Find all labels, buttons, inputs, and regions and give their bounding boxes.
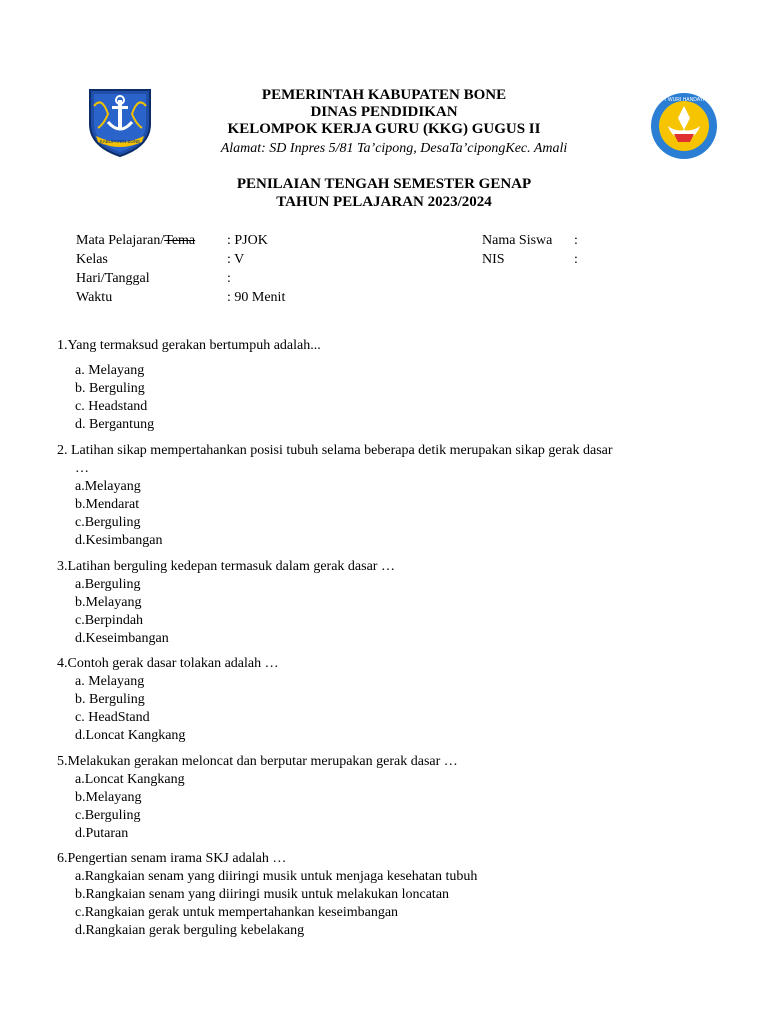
- class-label: Kelas: [76, 252, 108, 267]
- header-line-3: KELOMPOK KERJA GURU (KKG) GUGUS II: [227, 121, 541, 137]
- question-5: 5.Melakukan gerakan meloncat dan berputar merupakan gerak dasar …: [57, 754, 458, 769]
- day-label: Hari/Tanggal: [76, 271, 150, 286]
- question-1: 1.Yang termaksud gerakan bertumpuh adalah...: [57, 338, 321, 353]
- exam-year: TAHUN PELAJARAN 2023/2024: [276, 194, 492, 210]
- logo-left-text: KABUPATEN BONE: [99, 139, 141, 144]
- q5-option-b: b.Melayang: [75, 790, 142, 805]
- q1-option-c: c. Headstand: [75, 399, 148, 414]
- subject-value: : PJOK: [227, 233, 268, 248]
- q3-option-b: b.Melayang: [75, 595, 142, 610]
- q2-option-b: b.Mendarat: [75, 497, 140, 512]
- student-name-label: Nama Siswa: [482, 233, 553, 248]
- q6-option-c: c.Rangkaian gerak untuk mempertahankan keseimbangan: [75, 905, 399, 920]
- time-label: Waktu: [76, 290, 113, 305]
- header-line-2: DINAS PENDIDIKAN: [310, 104, 458, 120]
- q3-option-c: c.Berpindah: [75, 613, 144, 628]
- q5-option-a: a.Loncat Kangkang: [75, 772, 185, 787]
- question-4: 4.Contoh gerak dasar tolakan adalah …: [57, 656, 279, 671]
- q6-option-b: b.Rangkaian senam yang diiringi musik untuk melakukan loncatan: [75, 887, 450, 902]
- q5-option-d: d.Putaran: [75, 826, 129, 841]
- q4-option-a: a. Melayang: [75, 674, 145, 689]
- q5-option-c: c.Berguling: [75, 808, 141, 823]
- q6-option-a: a.Rangkaian senam yang diiringi musik untuk menjaga kesehatan tubuh: [75, 869, 478, 884]
- q4-option-c: c. HeadStand: [75, 710, 150, 725]
- q4-option-d: d.Loncat Kangkang: [75, 728, 186, 743]
- header-address: Alamat: SD Inpres 5/81 Ta’cipong, DesaTa’cipongKec. Amali: [220, 141, 568, 156]
- q3-option-d: d.Keseimbangan: [75, 631, 169, 646]
- nis-value: :: [574, 252, 578, 267]
- logo-right-text: TUT WURI HANDAYANI: [656, 97, 712, 103]
- q3-option-a: a.Berguling: [75, 577, 141, 592]
- nis-label: NIS: [482, 252, 505, 267]
- q2-option-d: d.Kesimbangan: [75, 533, 163, 548]
- subject-label: Mata Pelajaran/Tema: [76, 233, 196, 248]
- question-2-continuation: …: [75, 461, 89, 476]
- student-name-value: :: [574, 233, 578, 248]
- q1-option-d: d. Bergantung: [75, 417, 155, 432]
- q2-option-a: a.Melayang: [75, 479, 141, 494]
- q2-option-c: c.Berguling: [75, 515, 141, 530]
- time-value: : 90 Menit: [227, 290, 286, 305]
- class-value: : V: [227, 252, 245, 267]
- q6-option-d: d.Rangkaian gerak berguling kebelakang: [75, 923, 305, 938]
- day-value: :: [227, 271, 231, 286]
- question-6: 6.Pengertian senam irama SKJ adalah …: [57, 851, 287, 866]
- exam-title: PENILAIAN TENGAH SEMESTER GENAP: [236, 176, 532, 192]
- question-2: 2. Latihan sikap mempertahankan posisi tubuh selama beberapa detik merupakan sikap gerak dasar: [57, 443, 613, 458]
- question-3: 3.Latihan berguling kedepan termasuk dalam gerak dasar …: [57, 559, 395, 574]
- q4-option-b: b. Berguling: [75, 692, 145, 707]
- q1-option-b: b. Berguling: [75, 381, 145, 396]
- header-line-1: PEMERINTAH KABUPATEN BONE: [261, 87, 507, 103]
- q1-option-a: a. Melayang: [75, 363, 145, 378]
